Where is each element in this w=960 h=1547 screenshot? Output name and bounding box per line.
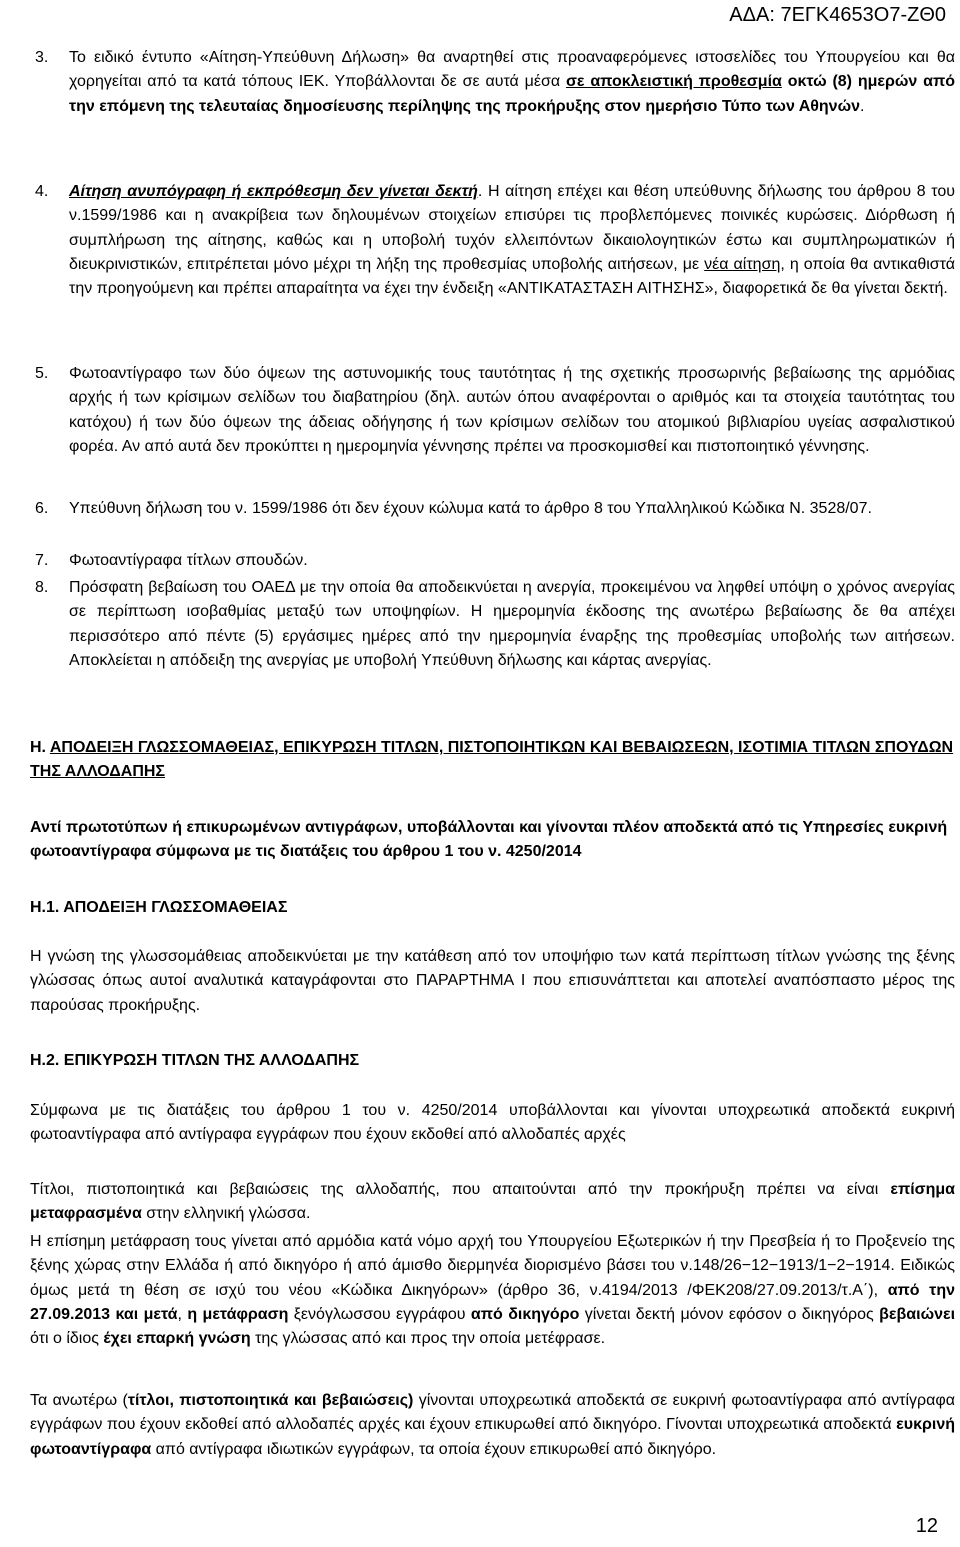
section-h1-text: Η γνώση της γλωσσομάθειας αποδεικνύεται με την κατάθεση από τον υποψήφιο των κατά περίπτωση τίτλων γνώσης της ξένης γλώσσας όπως αυτοί αναλυτικά καταγράφονται στο ΠΑΡΑΡΤΗΜΑ Ι που επισυνάπτεται και αποτελεί αναπόσπαστο μέρος της παρούσας προκήρυξης. <box>30 948 955 1014</box>
list-text: Το ειδικό έντυπο «Αίτηση-Υπεύθυνη Δήλωση» θα αναρτηθεί στις προαναφερόμενες ιστοσελίδες του Υπουργείου και θα χορηγείται από τα κατά τόπους ΙΕΚ. Υποβάλλονται δε σε αυτά μέσα σε αποκλειστική προθεσμία οκτώ (8) ημερών από την επόμενη της τελευταίας δημοσίευσης περίληψης της προκήρυξης στον ημερήσιο Τύπο των Αθηνών. <box>69 49 956 115</box>
list-number: 8. <box>35 579 49 596</box>
section-h-heading: Η. ΑΠΟΔΕΙΞΗ ΓΛΩΣΣΟΜΑΘΕΙΑΣ, ΕΠΙΚΥΡΩΣΗ ΤΙΤΛΩΝ, ΠΙΣΤΟΠΟΙΗΤΙΚΩΝ ΚΑΙ ΒΕΒΑΙΩΣΕΩΝ, ΙΣΟΤΙΜΙΑ ΤΙΤΛΩΝ ΣΠΟΥΔΩΝ ΤΗΣ ΑΛΛΟΔΑΠΗΣ <box>30 739 954 781</box>
section-h1-title: Η.1. ΑΠΟΔΕΙΞΗ ΓΛΩΣΣΟΜΑΘΕΙΑΣ <box>30 899 288 916</box>
list-text: Υπεύθυνη δήλωση του ν. 1599/1986 ότι δεν έχουν κώλυμα κατά το άρθρο 8 του Υπαλληλικού Κώδικα Ν. 3528/07. <box>69 500 872 517</box>
list-text: Φωτοαντίγραφο των δύο όψεων της αστυνομικής τους ταυτότητας ή της σχετικής προσωρινής βεβαίωσης της αρμόδιας αρχής ή των κρίσιμων σελίδων του διαβατηρίου (δηλ. αυτών όπου αναφέρονται ο αριθμός και τα στοιχεία ταυτότητας του κατόχου) ή των δύο όψεων της άδειας οδήγησης ή των κρίσιμων σελίδων του ατομικού βιβλιαρίου υγείας ασφαλιστικού φορέα. Αν από αυτά δεν προκύπτει η ημερομηνία γέννησης πρέπει να προσκομισθεί και πιστοποιητικό γέννησης. <box>69 365 955 455</box>
page-number: 12 <box>915 1515 938 1537</box>
list-text: Φωτοαντίγραφα τίτλων σπουδών. <box>69 552 308 569</box>
section-h-intro: Αντί πρωτοτύπων ή επικυρωμένων αντιγράφων, υποβάλλονται και γίνονται πλέον αποδεκτά από τις Υπηρεσίες ευκρινή φωτοαντίγραφα σύμφωνα με τις διατάξεις του άρθρου 1 του ν. 4250/2014 <box>30 819 948 861</box>
list-item-5 <box>35 362 955 459</box>
section-h2-paragraph-1: Σύμφωνα με τις διατάξεις του άρθρου 1 του ν. 4250/2014 υποβάλλονται και γίνονται υποχρεωτικά αποδεκτά ευκρινή φωτοαντίγραφα από αντίγραφα εγγράφων που έχουν εκδοθεί από αλλοδαπές αρχές <box>30 1102 955 1144</box>
list-item-7 <box>35 549 955 573</box>
list-item-3 <box>35 46 955 119</box>
list-item-4 <box>35 180 955 301</box>
list-item-6 <box>35 497 955 521</box>
list-text: Αίτηση ανυπόγραφη ή εκπρόθεσμη δεν γίνεται δεκτή. Η αίτηση επέχει και θέση υπεύθυνης δήλωσης του άρθρου 8 του ν.1599/1986 και η ανακρίβεια των δηλουμένων στοιχείων επισύρει τις προβλεπόμενες ποινικές κυρώσεις. Διόρθωση ή συμπλήρωση της αίτησης, καθώς και η υποβολή τυχόν ελλειπόντων δικαιολογητικών έστω και συμπληρωματικών ή διευκρινιστικών, επιτρέπεται μόνο μέχρι τη λήξη της προθεσμίας υποβολής αιτήσεων, με νέα αίτηση, η οποία θα αντικαθιστά την προηγούμενη και πρέπει απαραίτητα να έχει την ένδειξη «ΑΝΤΙΚΑΤΑΣΤΑΣΗ ΑΙΤΗΣΗΣ», διαφορετικά δε θα γίνεται δεκτή. <box>69 183 956 298</box>
list-item-8 <box>35 576 955 673</box>
section-h2-paragraph-4: Τα ανωτέρω (τίτλοι, πιστοποιητικά και βεβαιώσεις) γίνονται υποχρεωτικά αποδεκτά σε ευκρινή φωτοαντίγραφα από αντίγραφα εγγράφων που έχουν εκδοθεί από αλλοδαπές αρχές και έχουν επικυρωθεί από δικηγόρο. Γίνονται υποχρεωτικά αποδεκτά ευκρινή φωτοαντίγραφα από αντίγραφα ιδιωτικών εγγράφων, τα οποία έχουν επικυρωθεί από δικηγόρο. <box>30 1392 956 1458</box>
list-text: Πρόσφατη βεβαίωση του ΟΑΕΔ με την οποία θα αποδεικνύεται η ανεργία, προκειμένου να ληφθεί υπόψη ο χρόνος ανεργίας σε περίπτωση ισοβαθμίας μεταξύ των υποψηφίων. Η ημερομηνία έκδοσης της ανωτέρω βεβαίωσης δε θα απέχει περισσότερο από πέντε (5) εργάσιμες ημέρες από την ημερομηνία έναρξης της προθεσμίας υποβολής των αιτήσεων. Αποκλείεται η απόδειξη της ανεργίας με υποβολή Υπεύθυνη δήλωσης και κάρτας ανεργίας. <box>69 579 955 669</box>
section-h2-paragraph-2: Τίτλοι, πιστοποιητικά και βεβαιώσεις της αλλοδαπής, που απαιτούνται από την προκήρυξη πρέπει να είναι επίσημα μεταφρασμένα στην ελληνική γλώσσα. <box>30 1181 955 1223</box>
ada-code: ΑΔΑ: 7ΕΓΚ4653Ο7-ΖΘ0 <box>729 4 946 26</box>
section-h2-paragraph-3: Η επίσημη μετάφραση τους γίνεται από αρμόδια κατά νόμο αρχή του Υπουργείου Εξωτερικών ή την Πρεσβεία ή το Προξενείο της ξένης χώρας στην Ελλάδα ή από δικηγόρο ή από άμισθο διερμηνέα διορισμένο βάσει του ν.148/26−12−1913/1−2−1914. Ειδικώς όμως μετά τη θέση σε ισχύ του νέου «Κώδικα Δικηγόρων» (άρθρο 36, ν.4194/2013 /ΦΕΚ208/27.09.2013/τ.Α΄), από την 27.09.2013 και μετά, η μετάφραση ξενόγλωσσου εγγράφου από δικηγόρο γίνεται δεκτή μόνον εφόσον ο δικηγόρος βεβαιώνει ότι ο ίδιος έχει επαρκή γνώση της γλώσσας από και προς την οποία μετέφρασε. <box>30 1233 956 1348</box>
list-number: 4. <box>35 183 49 200</box>
list-number: 3. <box>35 49 49 66</box>
list-number: 5. <box>35 365 49 382</box>
list-number: 7. <box>35 552 49 569</box>
list-number: 6. <box>35 500 49 517</box>
section-h2-title: Η.2. ΕΠΙΚΥΡΩΣΗ ΤΙΤΛΩΝ ΤΗΣ ΑΛΛΟΔΑΠΗΣ <box>30 1052 360 1069</box>
